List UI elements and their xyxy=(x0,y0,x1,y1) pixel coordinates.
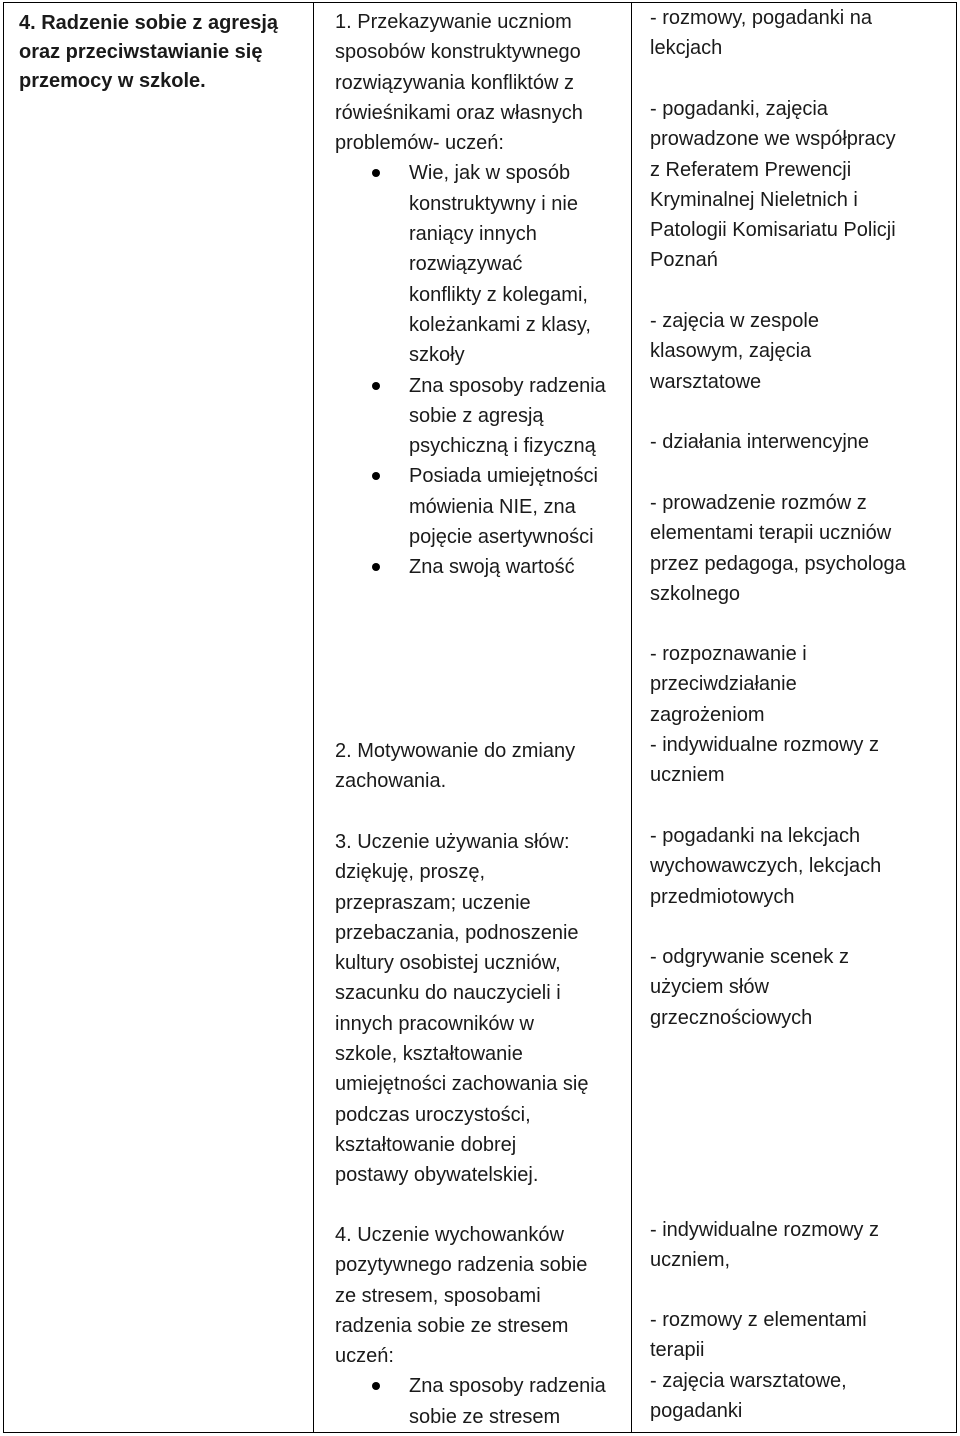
tasks-cell xyxy=(315,3,631,1432)
bullet-icon xyxy=(372,563,380,571)
bullet-item xyxy=(335,461,631,552)
task-1-intro: 1. Przekazywanie uczniom sposobów konstruktywnego rozwiązywania konfliktów z rówieśnikami oraz własnych problemów- uczeń: xyxy=(335,11,583,155)
method-item: - zajęcia w zespole klasowym, zajęcia warsztatowe xyxy=(650,310,819,393)
bullet-text: Wie, jak w sposób konstruktywny i nie raniący innych rozwiązywać konflikty z kolegami, koleżankami z klasy, szkoły xyxy=(409,162,591,367)
column-divider xyxy=(313,3,314,1432)
topic-cell xyxy=(4,3,313,1432)
document-table xyxy=(3,2,957,1433)
column-divider xyxy=(631,3,632,1432)
method-item: - odgrywanie scenek z użyciem słów grzecznościowych xyxy=(650,946,849,1029)
method-item: - rozmowy z elementami terapii - zajęcia warsztatowe, pogadanki xyxy=(650,1309,867,1422)
bullet-item xyxy=(335,371,631,462)
method-item: - indywidualne rozmowy z uczniem, xyxy=(650,1219,879,1272)
task-3: 3. Uczenie używania słów: dziękuję, proszę, przepraszam; uczenie przebaczania, podnoszenie kultury osobistej uczniów, szacunku do nauczycieli i innych pracowników w szkole, kształtowanie umiejętności zachowania się podczas uroczystości, kształtowanie dobrej postawy obywatelskiej. xyxy=(335,831,589,1187)
method-item: - rozmowy, pogadanki na lekcjach xyxy=(650,7,872,60)
task-4-bullet-list xyxy=(335,1371,631,1432)
bullet-icon xyxy=(372,382,380,390)
bullet-icon xyxy=(372,472,380,480)
bullet-item xyxy=(335,552,631,582)
topic-heading: 4. Radzenie sobie z agresją oraz przeciwstawianie się przemocy w szkole. xyxy=(19,12,278,92)
bullet-icon xyxy=(372,1382,380,1390)
bullet-item xyxy=(335,1371,631,1432)
methods-cell xyxy=(633,3,955,1432)
method-item: - rozpoznawanie i przeciwdziałanie zagrożeniom - indywidualne rozmowy z uczniem xyxy=(650,643,879,787)
method-item: - działania interwencyjne xyxy=(650,431,870,453)
bullet-text: Zna sposoby radzenia sobie z agresją psychiczną i fizyczną xyxy=(409,374,606,458)
method-item: - prowadzenie rozmów z elementami terapii uczniów przez pedagoga, psychologa szkolnego xyxy=(650,492,906,605)
bullet-icon xyxy=(372,169,380,177)
method-item: - pogadanki, zajęcia prowadzone we współpracy z Referatem Prewencji Kryminalnej Nieletnich i Patologii Komisariatu Policji Poznań xyxy=(650,98,896,272)
task-2: 2. Motywowanie do zmiany zachowania. xyxy=(335,740,576,793)
task-1-bullet-list xyxy=(335,158,631,582)
task-4-intro: 4. Uczenie wychowanków pozytywnego radzenia sobie ze stresem, sposobami radzenia sobie ze stresem uczeń: xyxy=(335,1224,588,1368)
bullet-text: Zna swoją wartość xyxy=(409,556,575,579)
bullet-item xyxy=(335,158,631,370)
bullet-text: Zna sposoby radzenia sobie ze stresem xyxy=(409,1375,606,1428)
bullet-text: Posiada umiejętności mówienia NIE, zna pojęcie asertywności xyxy=(409,465,598,549)
method-item: - pogadanki na lekcjach wychowawczych, lekcjach przedmiotowych xyxy=(650,825,882,908)
